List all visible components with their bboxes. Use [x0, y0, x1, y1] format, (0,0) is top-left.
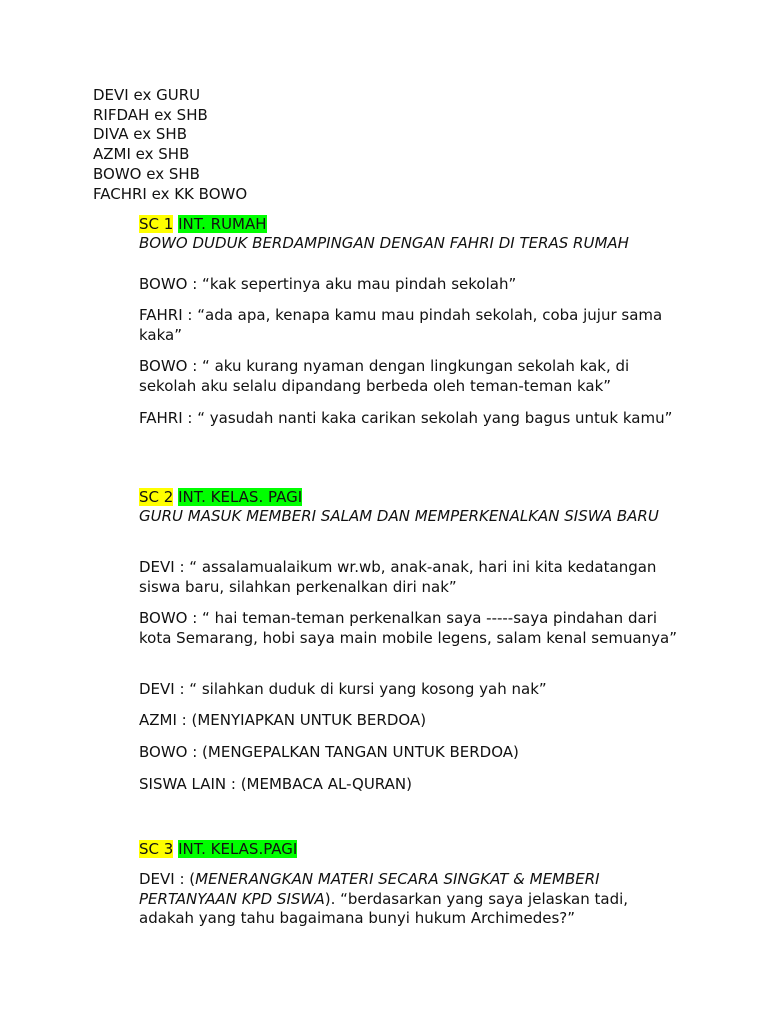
dialogue-line: FAHRI : “ yasudah nanti kaka carikan sekolah yang bagus untuk kamu” [139, 409, 673, 427]
dialogue-line: BOWO : “kak sepertinya aku mau pindah sekolah” [139, 275, 517, 293]
cast-item: FACHRI ex KK BOWO [93, 184, 248, 203]
scene-location: INT. KELAS.PAGI [178, 840, 298, 858]
scene-heading [139, 839, 684, 859]
scene-description: BOWO DUDUK BERDAMPINGAN DENGAN FAHRI DI TERAS RUMAH [139, 234, 629, 252]
scene-location: INT. KELAS. PAGI [178, 488, 303, 506]
cast-item: DIVA ex SHB [93, 125, 188, 144]
dialogue-line: BOWO : “ aku kurang nyaman dengan lingkungan sekolah kak, di sekolah aku selalu dipandang berbeda oleh teman-teman kak” [139, 357, 630, 395]
scene-heading [139, 487, 684, 507]
scene-heading [139, 214, 684, 234]
cast-item: RIFDAH ex SHB [93, 105, 208, 124]
scene-2 [139, 487, 684, 527]
dialogue-line: DEVI : “ assalamualaikum wr.wb, anak-anak, hari ini kita kedatangan siswa baru, silahkan perkenalkan diri nak” [139, 558, 657, 596]
scene-description: GURU MASUK MEMBERI SALAM DAN MEMPERKENALKAN SISWA BARU [139, 507, 659, 525]
dialogue-line: SISWA LAIN : (MEMBACA AL-QURAN) [139, 775, 412, 793]
scene-number: SC 1 [139, 215, 174, 233]
dialogue-line: DEVI : “ silahkan duduk di kursi yang kosong yah nak” [139, 680, 547, 698]
dialogue-text: ). “berdasarkan yang saya jelaskan tadi, adakah yang tahu bagaimana bunyi hukum Archimedes?” [139, 889, 629, 928]
scene-number: SC 3 [139, 840, 174, 858]
dialogue-line: BOWO : (MENGEPALKAN TANGAN UNTUK BERDOA) [139, 743, 519, 761]
stage-direction: MENERANGKAN MATERI SECARA SINGKAT & MEMBERI PERTANYAAN KPD SISWA [139, 870, 600, 908]
cast-item: DEVI ex GURU [93, 86, 201, 104]
cast-item: AZMI ex SHB [93, 145, 190, 164]
dialogue-line: BOWO : “ hai teman-teman perkenalkan saya -----saya pindahan dari kota Semarang, hobi saya main mobile legens, salam kenal semuanya” [139, 609, 677, 647]
scene-number: SC 2 [139, 488, 174, 506]
dialogue-line: FAHRI : “ada apa, kenapa kamu mau pindah sekolah, coba jujur sama kaka” [139, 306, 663, 344]
cast-list [93, 86, 247, 204]
dialogue-line [139, 870, 684, 929]
scene-location: INT. RUMAH [178, 215, 267, 233]
dialogue-prefix: DEVI : ( [139, 870, 196, 888]
cast-item: BOWO ex SHB [93, 164, 200, 183]
dialogue-line: AZMI : (MENYIAPKAN UNTUK BERDOA) [139, 711, 427, 729]
scene-1 [139, 214, 684, 254]
scene-3 [139, 839, 684, 859]
